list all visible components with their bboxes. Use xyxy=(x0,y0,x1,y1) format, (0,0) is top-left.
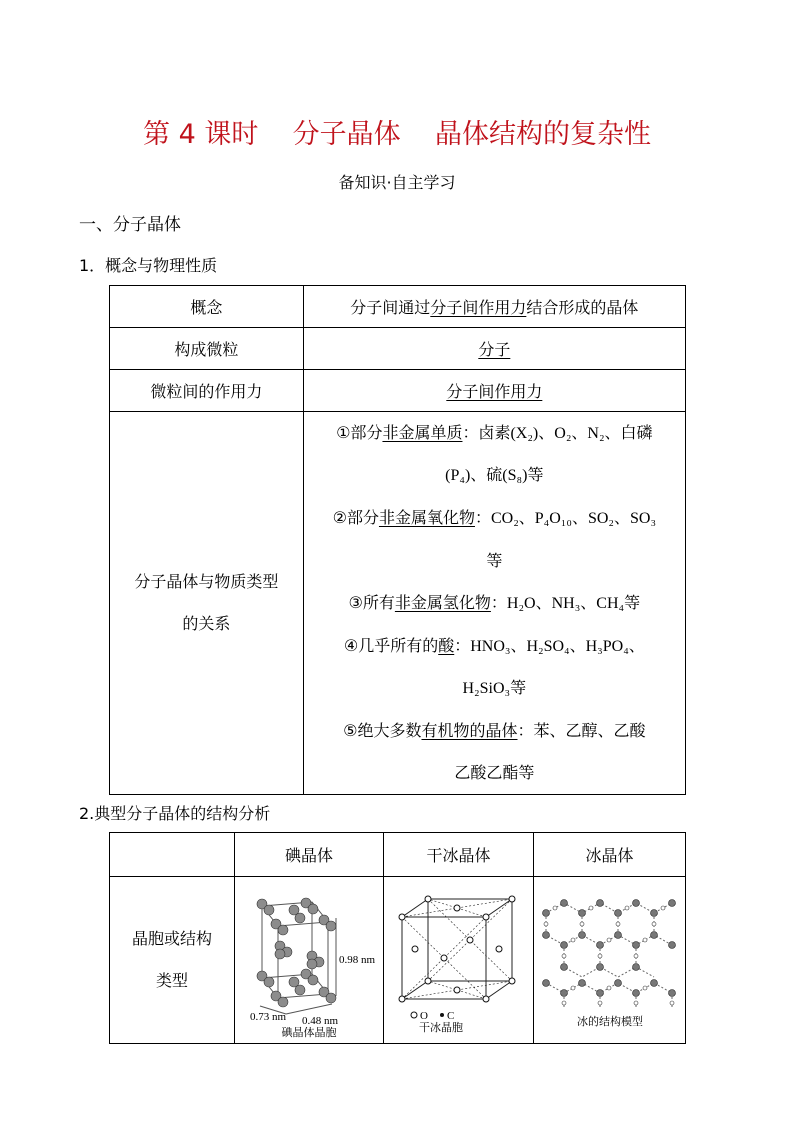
relation-item-4: ④几乎所有的酸：HNO₃、H₂SO₄、H₃PO₄、 xyxy=(343,636,645,655)
structure-row-label: 晶胞或结构 类型 xyxy=(110,877,235,1044)
ice-structure-diagram xyxy=(536,883,684,1033)
heading-concept: 1．概念与物理性质 xyxy=(79,256,218,275)
header-empty xyxy=(110,833,235,877)
legend-oxygen: O xyxy=(419,1010,428,1022)
ice-cell xyxy=(534,877,686,1044)
relation-item-3: ③所有非金属氢化物：H₂O、NH₃、CH₄等 xyxy=(348,593,641,612)
heading-structure-analysis: 2.典型分子晶体的结构分析 xyxy=(79,804,271,823)
particle-value: 分子 xyxy=(303,328,685,370)
iodine-dim-098: 0.98 nm xyxy=(339,954,376,966)
carbon-legend-marker xyxy=(440,1013,444,1017)
iodine-dim-073: 0.73 nm xyxy=(250,1011,287,1023)
relation-item-5: ⑤绝大多数有机物的晶体：苯、乙醇、乙酸 xyxy=(343,721,646,740)
particle-label: 构成微粒 xyxy=(110,328,304,370)
iodine-cell xyxy=(235,877,384,1044)
relation-item-2: ②部分非金属氧化物：CO₂、P₄O₁₀、SO₂、SO₃ xyxy=(332,508,657,527)
dry-ice-unit-cell-diagram xyxy=(386,883,532,1033)
section-subtitle: 备知识·自主学习 xyxy=(338,173,456,192)
header-dry-ice: 干冰晶体 xyxy=(384,833,534,877)
structure-table xyxy=(109,832,686,1044)
relation-item-1: ①部分非金属单质：卤素(X₂)、O₂、N₂、白磷 xyxy=(336,423,653,442)
concept-label: 概念 xyxy=(110,286,304,328)
relation-label: 分子晶体与物质类型 的关系 xyxy=(110,412,304,795)
ice-caption: 冰的结构模型 xyxy=(576,1016,643,1028)
concept-value: 分子间通过分子间作用力结合形成的晶体 xyxy=(303,286,685,328)
iodine-unit-cell-diagram xyxy=(236,878,382,1038)
concept-table xyxy=(109,285,686,795)
legend-carbon: C xyxy=(446,1010,454,1022)
relation-value: ①部分非金属单质：卤素(X₂)、O₂、N₂、白磷 (P₄)、硫(S₈)等 ②部分非金属氧化物：CO₂、P₄O₁₀、SO₂、SO₃ 等 ③所有非金属氢化物：H₂O、NH₃、CH₄等 ④几乎所有的酸：HNO₃、H₂SO₄、H₃PO₄、 H₂SiO₃等 ⑤绝大多数有机物的晶体：苯、乙醇、乙酸 乙酸乙酯等 xyxy=(303,412,685,795)
force-value: 分子间作用力 xyxy=(303,370,685,412)
header-iodine: 碘晶体 xyxy=(235,833,384,877)
iodine-caption: 碘晶体晶胞 xyxy=(281,1027,337,1038)
dry-ice-cell xyxy=(384,877,534,1044)
page-title: 第 4 课时 分子晶体 晶体结构的复杂性 xyxy=(142,119,651,150)
heading-molecular-crystal: 一、分子晶体 xyxy=(79,215,181,235)
iodine-dim-048: 0.48 nm xyxy=(302,1015,339,1027)
dry-ice-caption: 干冰晶胞 xyxy=(418,1022,463,1033)
header-ice: 冰晶体 xyxy=(534,833,686,877)
oxygen-legend-marker xyxy=(411,1012,417,1018)
force-label: 微粒间的作用力 xyxy=(110,370,304,412)
